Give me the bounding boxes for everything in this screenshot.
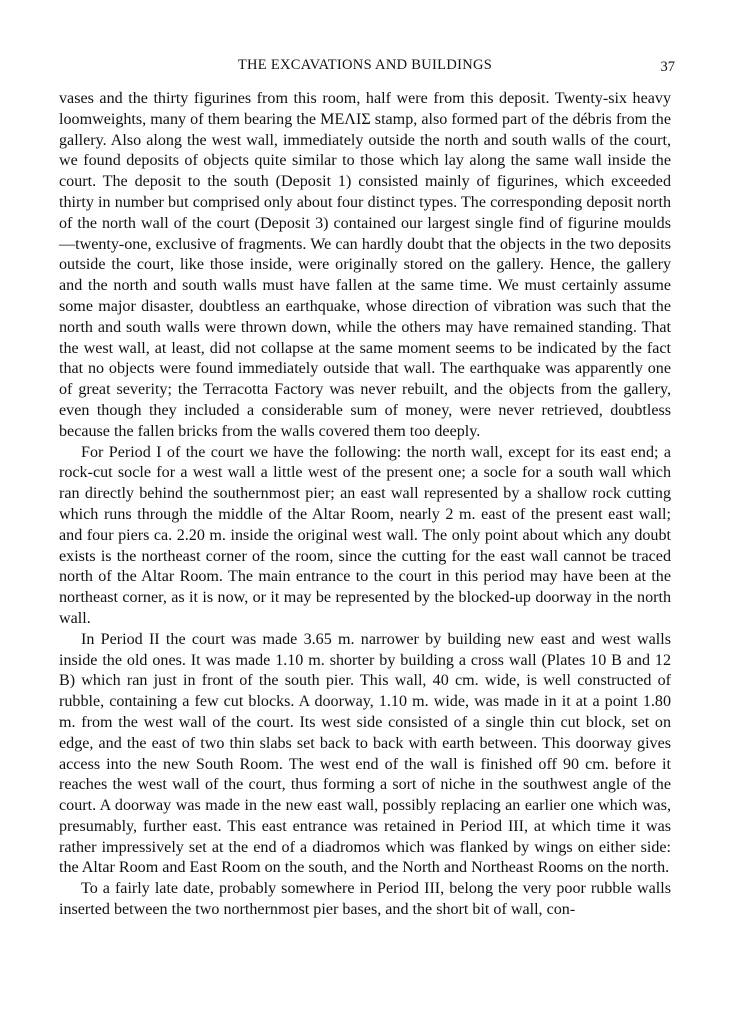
running-head: [59, 57, 675, 79]
paragraph-period-three: To a fairly late date, probably somewhere in Period III, belong the very poor rubble walls inserted between the two northernmost pier bases, and the short bit of wall, con-: [59, 880, 671, 919]
page-number: 37: [660, 59, 675, 75]
paragraph-continuation: vases and the thirty figurines from this room, half were from this deposit. Twenty-six heavy loomweights, many of them bearing the ΜΕΛΙΣ stamp, also formed part of the débris from the gallery. Also along the west wall, immediately outside the north and south walls of the court, we found deposits of objects quite similar to those which lay along the same wall inside the court. The deposit to the south (Deposit 1) consisted mainly of figurines, which exceeded thirty in number but comprised only about four distinct types. The corresponding deposit north of the north wall of the court (Deposit 3) contained our largest single find of figurine moulds—twenty-one, exclusive of fragments. We can hardly doubt that the objects in the two deposits outside the court, like those inside, were originally stored on the gallery. Hence, the gallery and the north and south walls must have fallen at the same time. We must certainly assume some major disaster, doubtless an earthquake, whose direction of vibration was such that the north and south walls were thrown down, while the others may have remained standing. That the west wall, at least, did not collapse at the same moment seems to be indicated by the fact that no objects were found immediately outside that wall. The earthquake was apparently one of great severity; the Terracotta Factory was never rebuilt, and the objects from the gallery, even though they included a considerable sum of money, were never retrieved, doubtless because the fallen bricks from the walls covered them too deeply.: [59, 90, 671, 440]
paragraph-period-two: In Period II the court was made 3.65 m. narrower by building new east and west walls inside the old ones. It was made 1.10 m. shorter by building a cross wall (Plates 10 B and 12 B) which ran just in front of the south pier. This wall, 40 cm. wide, is well constructed of rubble, containing a few cut blocks. A doorway, 1.10 m. wide, was made in it at a point 1.80 m. from the west wall of the court. Its west side consisted of a single thin cut block, set on edge, and the east of two thin slabs set back to back with earth between. This doorway gives access into the new South Room. The west end of the wall is finished off 90 cm. before it reaches the west wall of the court, thus forming a sort of niche in the southwest angle of the court. A doorway was made in the new east wall, possibly replacing an earlier one which was, presumably, further east. This east entrance was retained in Period III, at which time it was rather impressively set at the end of a diadromos which was flanked by wings on either side: the Altar Room and East Room on the south, and the North and Northeast Rooms on the north.: [59, 630, 671, 877]
running-title: THE EXCAVATIONS AND BUILDINGS: [237, 57, 493, 73]
body-text: [59, 89, 671, 921]
paragraph-period-one: For Period I of the court we have the following: the north wall, except for its east end; a rock-cut socle for a west wall a little west of the present one; a socle for a south wall which ran directly behind the southernmost pier; an east wall represented by a shallow rock cutting which runs through the middle of the Altar Room, nearly 2 m. east of the present east wall; and four piers ca. 2.20 m. inside the original west wall. The only point about which any doubt exists is the northeast corner of the room, since the cutting for the east wall cannot be traced north of the Altar Room. The main entrance to the court in this period may have been at the northeast corner, as it is now, or it may be represented by the blocked-up doorway in the north wall.: [59, 443, 671, 627]
